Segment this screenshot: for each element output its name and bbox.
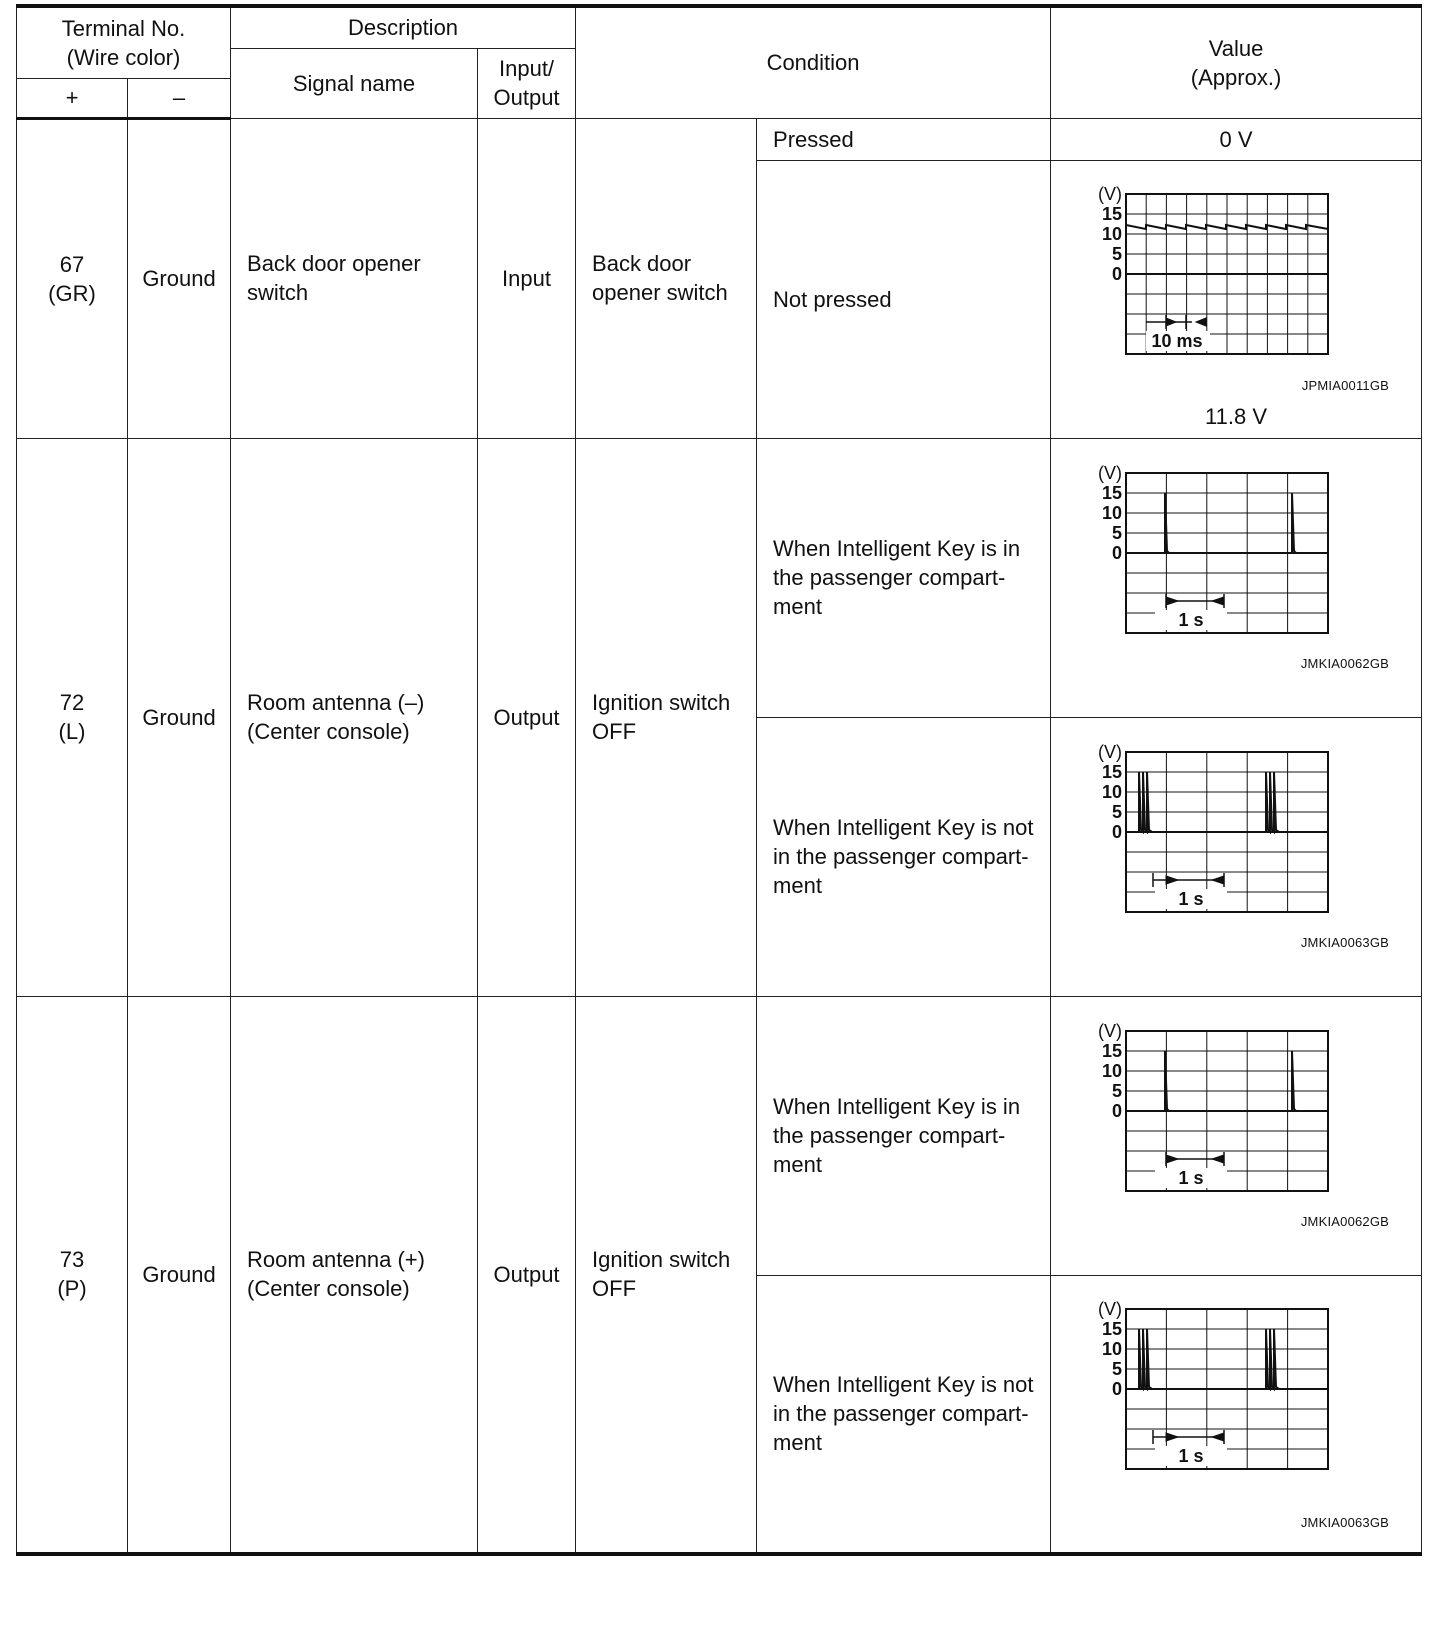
scope-tick-10: 10 [1102,1338,1123,1359]
sub-condition-cell [757,438,1051,717]
condition-line: OFF [592,1276,637,1302]
signal-name-line: switch [247,280,309,305]
sub-condition-line: the passenger compart- [773,565,1006,590]
value-cell [1051,160,1422,438]
header-value-text: Value [1208,35,1264,61]
scope-unit-label: (V) [1098,462,1123,483]
scope-tick-10: 10 [1102,224,1123,244]
io-cell: Output [478,438,576,996]
scope-tick-5: 5 [1112,801,1123,822]
signal-name-line: (Center console) [247,719,410,744]
scope-tick-10: 10 [1102,502,1123,523]
signal-name-line: (Center console) [247,1276,410,1302]
sub-condition-cell [757,996,1051,1275]
header-input-output [478,48,576,118]
scope-tick-15: 15 [1102,1318,1123,1339]
signal-name-line: Back door opener [247,251,421,276]
sub-condition-line: ment [773,1152,822,1177]
sub-condition-line: ment [773,873,822,898]
scope-tick-15: 15 [1102,1040,1123,1061]
wire-color: (GR) [48,280,96,306]
scope-tick-5: 5 [1112,244,1123,264]
header-input-text: Input/ [499,56,555,81]
sub-condition-line: When Intelligent Key is not [773,1372,1034,1398]
signal-name-cell [231,438,478,996]
sub-condition-line: in the passenger compart- [773,844,1029,869]
scope-tick-0: 0 [1112,542,1123,563]
condition-line: OFF [592,719,637,744]
io-cell: Input [478,118,576,438]
value-cell [1051,717,1422,996]
sub-condition-line: in the passenger compart- [773,1401,1029,1427]
scope-tick-5: 5 [1112,1080,1123,1101]
sub-condition-line: When Intelligent Key is in [773,1094,1021,1119]
table-row [17,996,1422,1275]
condition-line: Back door [592,251,692,276]
sub-condition-line: the passenger compart- [773,1123,1006,1148]
condition-line: Ignition switch [592,1247,731,1273]
terminal-spec-table [16,4,1422,1556]
terminal-number: 72 [59,690,85,715]
value-cell: 0 V [1051,118,1422,160]
sub-condition-line: ment [773,1430,822,1456]
terminal-number: 67 [59,251,85,277]
table-row [17,438,1422,717]
scope-tick-0: 0 [1112,1100,1123,1121]
minus-terminal: Ground [128,118,231,438]
header-signal-name: Signal name [231,48,478,118]
scope-tick-15: 15 [1102,761,1123,782]
scope-time-label: 1 s [1178,1445,1204,1466]
condition-cell [576,118,757,438]
condition-line: Ignition switch [592,690,731,715]
value-cell [1051,438,1422,717]
condition-line: opener switch [592,280,728,305]
scope-unit-label: (V) [1098,741,1123,762]
header-output-text: Output [493,85,560,110]
image-code: JMKIA0063GB [1300,1514,1390,1530]
image-code: JMKIA0063GB [1300,934,1390,950]
wire-color: (P) [57,1276,87,1302]
signal-name-line: Room antenna (–) [247,690,425,715]
image-code: JMKIA0062GB [1300,1213,1390,1229]
scope-time-label: 1 s [1178,888,1204,909]
scope-unit-label: (V) [1098,1298,1123,1319]
header-approx-text: (Approx.) [1190,64,1282,90]
sub-condition-cell: Not pressed [757,160,1051,438]
header-minus: – [128,78,231,118]
signal-name-cell [231,118,478,438]
condition-cell [576,438,757,996]
wire-color: (L) [58,719,86,744]
scope-tick-0: 0 [1112,264,1123,284]
image-code: JPMIA0011GB [1301,377,1390,393]
scope-unit-label: (V) [1098,184,1123,204]
table-row [17,118,1422,160]
scope-tick-15: 15 [1102,204,1123,224]
scope-time-label: 10 ms [1151,331,1203,351]
sub-condition-cell [757,1275,1051,1554]
header-wire-color-text: (Wire color) [66,44,181,70]
image-code: JMKIA0062GB [1300,655,1390,671]
value-cell [1051,1275,1422,1554]
scope-tick-0: 0 [1112,821,1123,842]
header-description: Description [231,6,576,48]
terminal-cell [17,996,128,1554]
scope-tick-5: 5 [1112,522,1123,543]
oscilloscope-waveform-burst-pulse [1089,1299,1389,1529]
signal-name-cell [231,996,478,1554]
sub-condition-line: When Intelligent Key is not [773,815,1034,840]
header-terminal-no [17,6,231,78]
scope-tick-10: 10 [1102,781,1123,802]
header-plus: + [17,78,128,118]
scope-time-label: 1 s [1178,609,1204,630]
minus-terminal: Ground [128,438,231,996]
io-cell: Output [478,996,576,1554]
sub-condition-line: ment [773,594,822,619]
scope-tick-15: 15 [1102,482,1123,503]
scope-tick-5: 5 [1112,1358,1123,1379]
sub-condition-line: When Intelligent Key is in [773,536,1021,561]
value-cell [1051,996,1422,1275]
terminal-cell [17,118,128,438]
minus-terminal: Ground [128,996,231,1554]
terminal-number: 73 [59,1247,85,1273]
terminal-cell [17,438,128,996]
sub-condition-cell: Pressed [757,118,1051,160]
sub-condition-cell [757,717,1051,996]
signal-name-line: Room antenna (+) [247,1247,425,1273]
header-value [1051,6,1422,118]
scope-tick-0: 0 [1112,1378,1123,1399]
value-text: 11.8 V [1205,403,1268,429]
scope-time-label: 1 s [1178,1167,1204,1188]
header-terminal-no-text: Terminal No. [61,15,186,41]
scope-unit-label: (V) [1098,1020,1123,1041]
condition-cell [576,996,757,1554]
header-condition: Condition [576,6,1051,118]
scope-tick-10: 10 [1102,1060,1123,1081]
